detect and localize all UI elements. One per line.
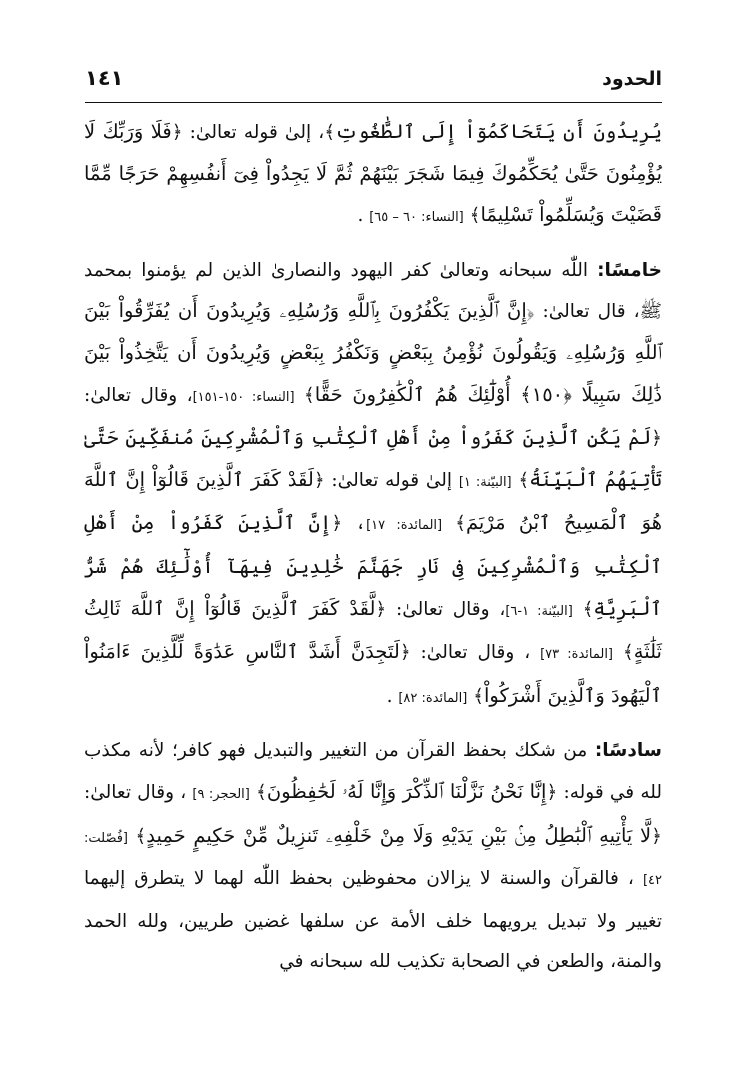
text-run: ، فالقرآن والسنة لا يزالان محفوظين بحفظ اللّٰه لهما لا يتطرق إليهما تغيير ولا تبديل يرويهما خلف الأمة عن سلفها غضين طريين، ولله الحمد والمنة، والطعن في الصحابة تكذيب لله سبحانه في bbox=[84, 868, 662, 973]
verse-reference: [المائدة: ٨٢] bbox=[398, 690, 468, 706]
quran-verse: لَّقَدْ كَفَرَ ٱلَّذِينَ قَالُوٓاْ إِنَّ ٱللَّهَ ثَالِثُ ثَلَٰثَةٍ bbox=[84, 596, 662, 664]
text-run: ﴾ bbox=[463, 205, 481, 227]
text-run: ﴾ bbox=[511, 469, 530, 491]
quran-verse: لَقَدْ كَفَرَ ٱلَّذِينَ قَالُوٓاْ إِنَّ ٱللَّهَ هُوَ ٱلْمَسِيحُ ٱبْنُ مَرْيَمَ bbox=[84, 467, 662, 535]
body-text bbox=[84, 112, 662, 983]
quran-verse: لَتَجِدَنَّ أَشَدَّ ٱلنَّاسِ عَدَٰوَةً لِّلَّذِينَ ءَامَنُواْ ٱلْيَهُودَ وَٱلَّذِينَ أَشْرَكُواْ bbox=[84, 640, 662, 707]
text-run: ﴾ bbox=[467, 685, 485, 707]
text-run: ، وقال تعالىٰ: ﴿ bbox=[399, 642, 541, 664]
text-run: ﴾ bbox=[294, 384, 315, 406]
text-run: ﴾، إلىٰ قوله تعالىٰ: ﴿ bbox=[171, 122, 336, 143]
quran-verse: فَلَا وَرَبِّكَ لَا يُؤْمِنُونَ حَتَّىٰ يُحَكِّمُوكَ فِيمَا شَجَرَ بَيْنَهُمْ ثُمَّ لَا يَجِدُواْ فِىٓ أَنفُسِهِمْ حَرَجًا مِّمَّا قَضَيْتَ وَيُسَلِّمُواْ تَسْلِيمًا bbox=[84, 120, 662, 227]
text-run: . bbox=[386, 685, 399, 707]
quran-verse: إِنَّ ٱلَّذِينَ يَكْفُرُونَ بِٱللَّهِ وَرُسُلِهِۦ وَيُرِيدُونَ أَن يُفَرِّقُواْ بَيْنَ ٱللَّهِ وَرُسُلِهِۦ وَيَقُولُونَ نُؤْمِنُ بِبَعْضٍ وَنَكْفُرُ بِبَعْضٍ وَيُرِيدُونَ أَن يَتَّخِذُواْ بَيْنَ ذَٰلِكَ سَبِيلًا ﴿١٥٠﴾ أُوْلَٰٓئِكَ هُمُ ٱلْكَٰفِرُونَ حَقًّا bbox=[84, 299, 662, 406]
paragraph bbox=[84, 731, 662, 983]
paragraph-gap bbox=[84, 719, 662, 731]
paragraph bbox=[84, 112, 662, 239]
text-run: ﴾ bbox=[442, 513, 466, 535]
verse-reference: [النساء: ٦٠ – ٦٥] bbox=[369, 210, 464, 226]
text-run: إلىٰ قوله تعالىٰ: ﴿ bbox=[313, 469, 459, 491]
verse-reference: [المائدة: ١٧] bbox=[366, 518, 443, 534]
quran-verse: إِنَّ ٱلَّذِينَ كَفَرُواْ مِنْ أَهْلِ ٱلْكِتَٰبِ وَٱلْمُشْرِكِينَ فِى نَارِ جَهَنَّمَ خَٰلِدِينَ فِيهَآ أُوْلَٰٓئِكَ هُمْ شَرُّ ٱلْبَرِيَّةِ bbox=[84, 511, 662, 620]
text-run: ، وقال تعالىٰ: ﴿ bbox=[84, 781, 662, 847]
page-number: ١٤١ bbox=[85, 66, 124, 90]
verse-reference: [النساء: ١٥٠-١٥١] bbox=[192, 389, 295, 405]
paragraph bbox=[84, 251, 662, 720]
paragraph-gap bbox=[84, 239, 662, 251]
quran-verse: لَمْ يَكُنِ ٱلَّذِينَ كَفَرُواْ مِنْ أَهْلِ ٱلْكِتَٰبِ وَٱلْمُشْرِكِينَ مُنفَكِّينَ حَتَّىٰ تَأْتِيَهُمُ ٱلْبَيِّنَةُ bbox=[84, 426, 662, 491]
text-run: ، ﴿ bbox=[331, 513, 367, 535]
verse-reference: [الحجر: ٩] bbox=[192, 786, 250, 802]
quran-verse: لَّا يَأْتِيهِ ٱلْبَٰطِلُ مِنۢ بَيْنِ يَدَيْهِ وَلَا مِنْ خَلْفِهِۦ تَنزِيلٌ مِّنْ حَكِيمٍ حَمِيدٍ bbox=[146, 823, 652, 847]
text-run: من شكك بحفظ القرآن من التغيير والتبديل فهو كافر؛ لأنه مكذب لله في قوله: ﴿ bbox=[84, 740, 662, 803]
section-lead: خامسًا: bbox=[597, 259, 662, 281]
verse-reference: [فُصّلت: ٤٢] bbox=[84, 830, 662, 889]
verse-reference: [المائدة: ٧٣] bbox=[540, 647, 614, 663]
text-run: ﴾ bbox=[249, 781, 267, 803]
page-header bbox=[85, 62, 662, 103]
quran-verse: إِنَّا نَحْنُ نَزَّلْنَا ٱلذِّكْرَ وَإِنَّا لَهُۥ لَحَٰفِظُونَ bbox=[266, 779, 547, 803]
text-run: اللّٰه سبحانه وتعالىٰ كفر اليهود والنصارىٰ الذين لم يؤمنوا بمحمد ﷺ، قال تعالىٰ: ﴿ bbox=[84, 259, 662, 323]
verse-reference: [البيّنة: ١] bbox=[458, 474, 512, 490]
section-lead: سادسًا: bbox=[594, 740, 662, 762]
text-run: . bbox=[357, 205, 370, 227]
verse-reference: [البيّنة: ١-٦] bbox=[505, 603, 573, 619]
chapter-title: الحدود bbox=[602, 68, 662, 90]
text-run: ﴾ bbox=[572, 598, 594, 620]
text-run: ، وقال تعالىٰ: ﴿ bbox=[375, 598, 506, 620]
text-run: ﴾ bbox=[128, 825, 147, 847]
text-run: ﴾ bbox=[613, 642, 634, 664]
text-run: ، وقال تعالىٰ: ﴿ bbox=[84, 384, 662, 450]
quran-verse: يُرِيدُونَ أَن يَتَحَاكَمُوٓاْ إِلَى ٱلطَّٰغُوتِ bbox=[335, 120, 662, 143]
